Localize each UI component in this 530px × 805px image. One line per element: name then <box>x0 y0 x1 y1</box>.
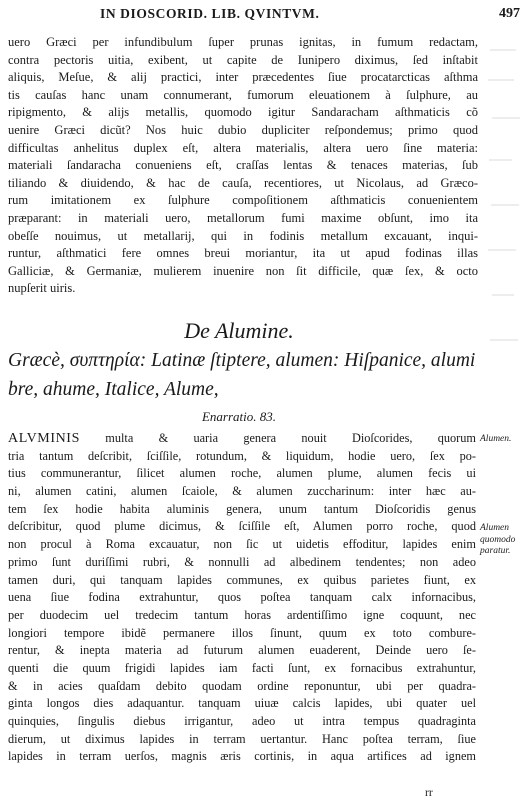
synonyms-line: Græcè, συπτηρία: Latinæ ſtiptere, alumen: Hiſpanice, alumi <box>8 350 476 371</box>
text-line: ripigmento, & alijs metallis, quomodo igitur Sandaracham aſthmaticis cõ <box>8 105 478 120</box>
synonyms-block <box>8 346 478 404</box>
section-heading: De Alumine. <box>184 318 294 343</box>
text-line: uero Græci per infundibulum ſuper prunas ignitas, in fumum redactam, <box>8 35 478 49</box>
enarratio-heading: Enarratio. 83. <box>201 409 277 424</box>
page-number: 497 <box>499 6 520 21</box>
text-line: nupſerit uiris. <box>8 281 76 296</box>
text-line: quinquies, ſingulis diebus irrigantur, adeo ut intra tempus quadraginta <box>8 714 476 728</box>
text-line: obeſſe nouimus, ut metallarij, qui in fodinis metallum excauant, inqui- <box>8 228 478 243</box>
commentary-block <box>8 430 476 766</box>
text-line: præparant: in materiali uero, metallorum fumi maxime obſunt, imo ita <box>8 210 478 225</box>
text-line: contra pectoris uitia, exibent, ut capite de Iunipero diximus, ſed inſtabit <box>8 52 478 67</box>
text-line: per duodecim uel tredecim tantum horas ardentiſſimo igne coquunt, nec <box>8 607 476 622</box>
text-line: tius communerantur, ſilicet alumen roche, alumen plume, alumen fecis ui <box>8 466 476 481</box>
first-line-text: multa & uaria genera nouit Dioſcorides, quorum <box>79 431 476 445</box>
text-line: materiali ſandaracha conueniens eſt, craſſas lentas & tenaces materias, ſub <box>8 158 478 173</box>
text-line: tiliando & diuidendo, & hac de cauſa, recentiores, ut Nicolaus, ad Græco- <box>8 175 478 190</box>
margin-note-line: Alumen <box>480 523 510 533</box>
text-line: & in acies quaſdam debito quodam ordine reponuntur, ubi per quadra- <box>8 678 476 693</box>
margin-note-line: quomodo <box>480 534 516 545</box>
text-line: difficultas anhelitus duplex eſt, altera materialis, altera uero ſine materia: <box>8 140 478 155</box>
text-line: lapides in terram uerſos, magnis æris cortinis, in aqua artifices ad ignem <box>8 749 476 764</box>
text-line: runtur, aſthmatici fere omnes breui moriantur, ita ut apud fodinas illas <box>8 246 478 261</box>
lead-word: ALVMINIS <box>8 431 80 446</box>
text-line: tis cauſas hanc unam connumerant, fumorum eleuationem à ſulphure, au <box>8 87 478 102</box>
text-line: longiori tempore ibidẽ permanere illos ſinunt, quum ex toto combure- <box>8 625 476 640</box>
running-title: IN DIOSCORID. LIB. QVINTVM. <box>100 6 320 21</box>
text-line: aliquis, Meſue, & alij practici, inter præcedentes ſiue procatarcticas aſthma <box>8 70 478 85</box>
text-line: rum imitationem ex ſulphure compoſitionem aſthmaticis conuenientem <box>8 193 478 208</box>
running-header <box>100 6 520 28</box>
text-line: uenire Græci dicũt? Nos huic dubio dupliciter reſpondemus; primo quod <box>8 122 478 137</box>
text-line: ni, alumen catini, alumen ſcaiole, & alumen zuccharinum: inter hæc au- <box>8 484 476 499</box>
text-line: uena ſiue fodina extrahuntur, quos poſtea tanquam calx infornacibus, <box>8 590 476 605</box>
main-text-block <box>8 34 478 298</box>
text-line: dierum, ut diximus lapides in terram uertantur. Hanc poſtea terram, ſiue <box>8 731 476 746</box>
synonyms-line: bre, ahume, Italice, Alume, <box>8 379 219 400</box>
text-line: Galliciæ, & Germaniæ, mulierem inuenire non ſit difficile, quæ ſex, & octo <box>8 263 478 278</box>
text-line: tem ſex hodie habita aluminis genera, unum tantum Dioſcoridis genus <box>8 501 476 516</box>
text-line: tria tantum deſcribit, ſciſſile, rotundum, & liquidum, hodie uero, ſex po- <box>8 448 476 463</box>
text-line: tamen duri, qui tanquam lapides communes, ex quibus parietes fiunt, ex <box>8 572 476 587</box>
text-line: deſcribitur, quod plume dicimus, & ſciſſile eſt, Alumen porro roche, quod <box>8 519 476 534</box>
text-line: primo ſunt duriſſimi rubri, & nonnulli ad albedinem tendentes; non adeo <box>8 554 476 569</box>
text-line: quenti die quum frigidi lapides iam facti ſunt, ex fornacibus extrahuntur, <box>8 660 476 675</box>
margin-note-alumen: Alumen. <box>480 434 512 444</box>
text-line: non procul à Roma excauatur, non ſic ut uidetis effoditur, lapides enim <box>8 537 476 552</box>
text-line: rentur, & inepta materia ad futurum alumen euaderent, Deinde uero ſe- <box>8 643 476 658</box>
catchword: rr <box>425 787 433 799</box>
margin-note-line: paratur. <box>480 546 511 556</box>
bleed-through-texture <box>486 40 522 370</box>
text-line: ginta longos dies adaquantur. tanquam uiuæ calcis lapides, ubi quater uel <box>8 696 476 711</box>
margin-note-quomodo-paratur <box>480 523 530 558</box>
commentary-first-line <box>8 430 476 448</box>
